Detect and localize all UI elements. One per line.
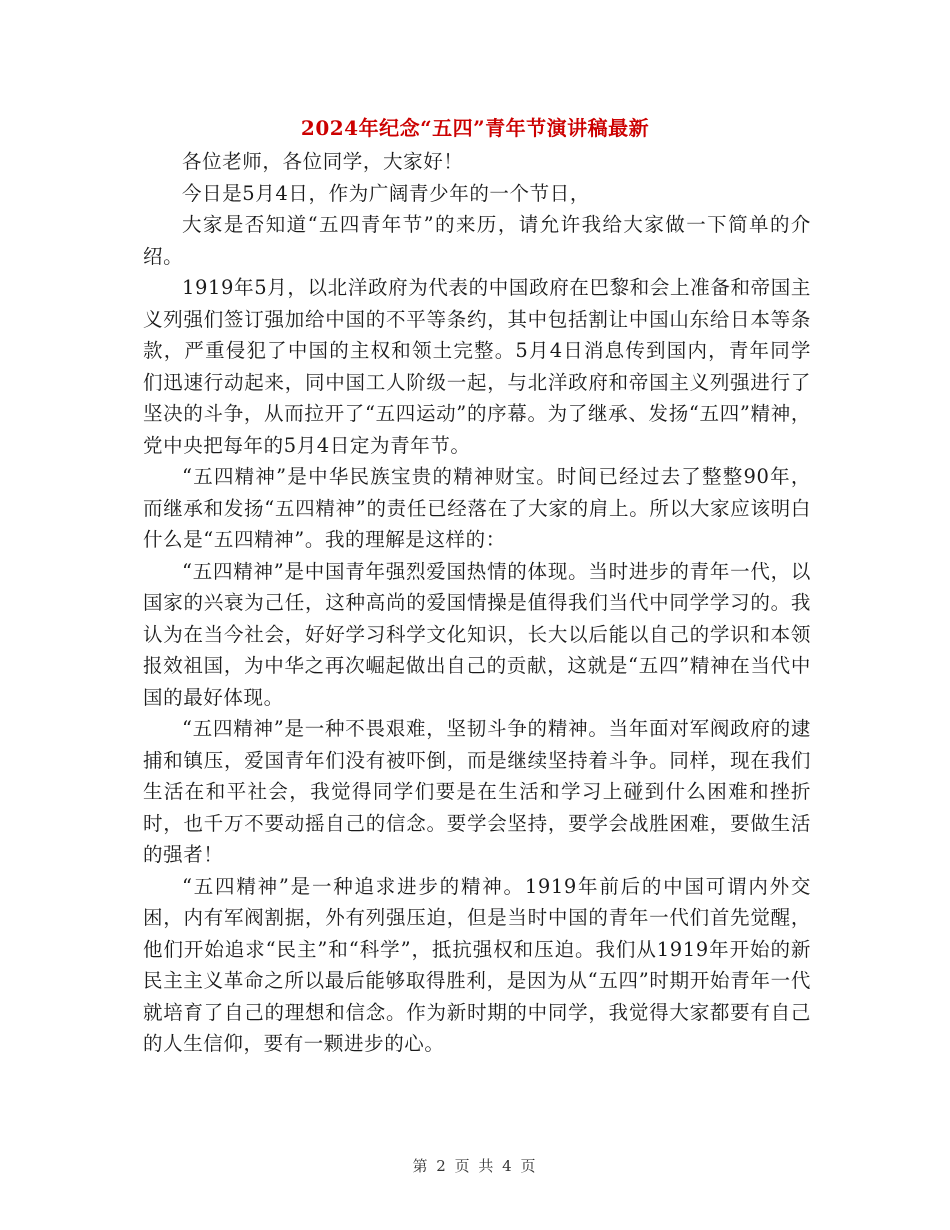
document-title: 2024年纪念“五四”青年节演讲稿最新 [300, 116, 650, 140]
paragraph-progress: “五四精神”是一种追求进步的精神。1919年前后的中国可谓内外交困，内有军阀割据，外有列强压迫，但是当时中国的青年一代们首先觉醒，他们开始追求“民主”和“科学”，抵抗强权和压迫。我们从1919年开始的新民主主义革命之所以最后能够取得胜利，是因为从“五四”时期开始青年一代就培育了自己的理想和信念。作为新时期的中同学，我觉得大家都要有自己的人生信仰，要有一颗进步的心。 [143, 874, 811, 1055]
paragraph-perseverance: “五四精神”是一种不畏艰难，坚韧斗争的精神。当年面对军阀政府的逮捕和镇压，爱国青年们没有被吓倒，而是继续坚持着斗争。同样，现在我们生活在和平社会，我觉得同学们要是在生活和学习上碰到什么困难和挫折时，也千万不要动摇自己的信念。要学会坚持，要学会战胜困难，要做生活的强者！ [143, 717, 811, 866]
document-body [143, 146, 811, 1060]
paragraph-patriotism: “五四精神”是中国青年强烈爱国热情的体现。当时进步的青年一代，以国家的兴衰为己任，这种高尚的爱国情操是值得我们当代中同学学习的。我认为在当今社会，好好学习科学文化知识，长大以后能以自己的学识和本领报效祖国，为中华之再次崛起做出自己的贡献，这就是“五四”精神在当代中国的最好体现。 [143, 559, 811, 709]
paragraph-greeting: 各位老师，各位同学，大家好！ [182, 150, 464, 173]
paragraph-history: 1919年5月，以北洋政府为代表的中国政府在巴黎和会上准备和帝国主义列强们签订强加给中国的不平等条约，其中包括割让中国山东给日本等条款，严重侵犯了中国的主权和领土完整。5月4日消息传到国内，青年同学们迅速行动起来，同中国工人阶级一起，与北洋政府和帝国主义列强进行了坚决的斗争，从而拉开了“五四运动”的序幕。为了继承、发扬“五四”精神，党中央把每年的5月4日定为青年节。 [143, 276, 811, 457]
paragraph-date: 今日是5月4日，作为广阔青少年的一个节日， [182, 181, 590, 205]
paragraph-spirit-treasure: “五四精神”是中华民族宝贵的精神财宝。时间已经过去了整整90年，而继承和发扬“五四精神”的责任已经落在了大家的肩上。所以大家应该明白什么是“五四精神”。我的理解是这样的： [143, 465, 811, 551]
paragraph-intro: 大家是否知道“五四青年节”的来历，请允许我给大家做一下简单的介绍。 [143, 213, 811, 268]
page-footer: 第 2 页 共 4 页 [412, 1157, 538, 1175]
